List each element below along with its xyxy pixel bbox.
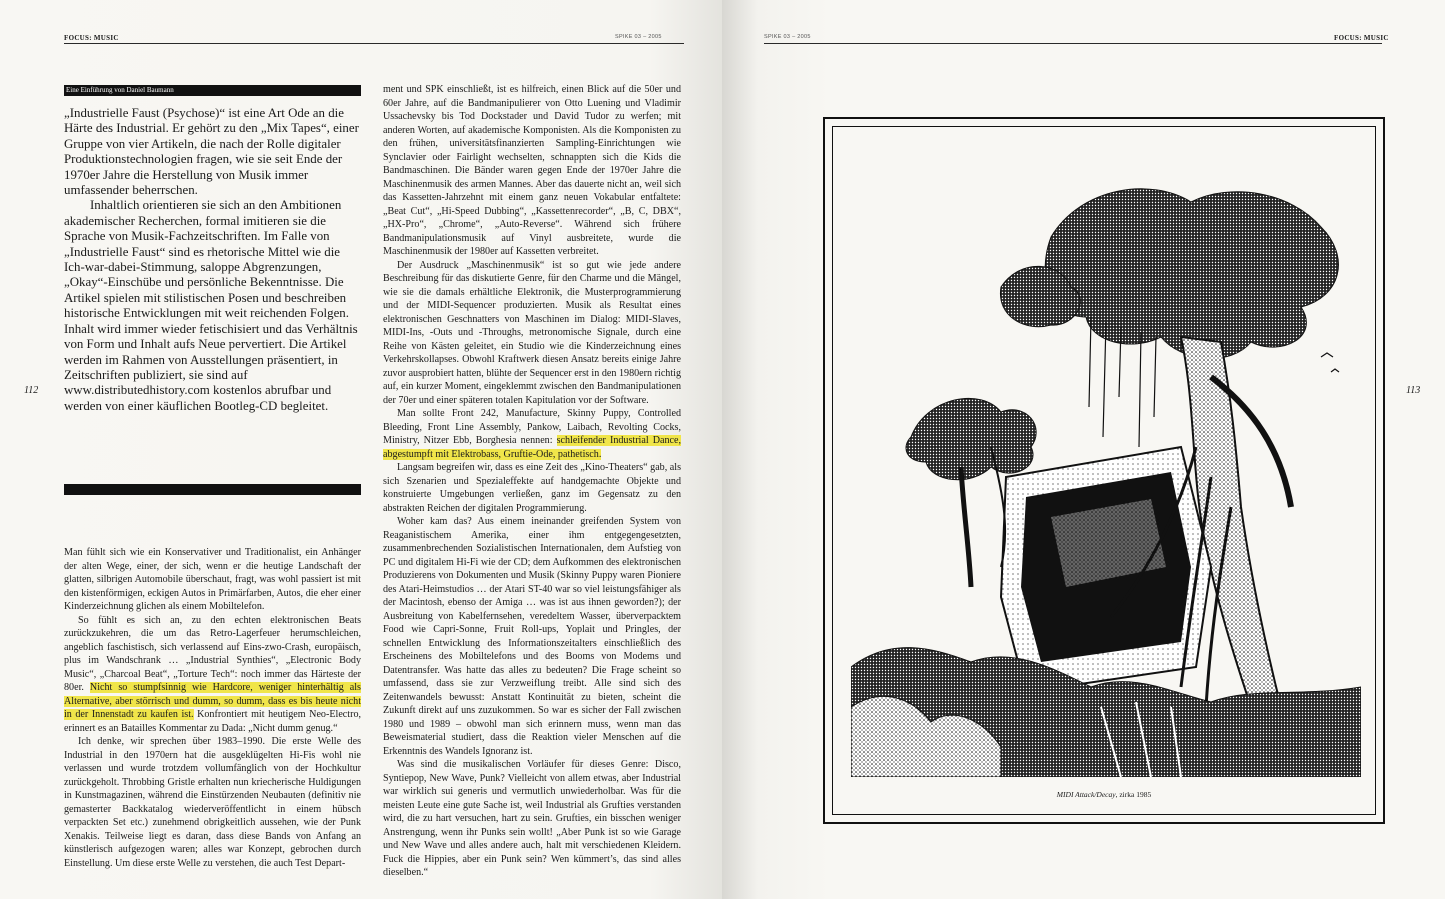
highlighted-text: schleifender Industrial Dance, abgestumpft mit Elektrobass, Gruftie-Ode, pathetisch. bbox=[383, 435, 681, 460]
body-paragraph: Langsam begreifen wir, dass es eine Zeit des „Kino-Theaters“ gab, als sich Szenarien und Spezialeffekte auf handgemachte Objekte und konstruierte Umgebungen verließen, ganz im Gegensatz zu den abstrakten Reichen der digitalen Programmierung. bbox=[383, 462, 681, 514]
page-number: 113 bbox=[1406, 385, 1421, 396]
right-page bbox=[722, 0, 1445, 899]
body-paragraph: Woher kam das? Aus einem ineinander greifenden System von Reaganistischem Amerika, einer ihm entgegengesetzten, zusammenbrechenden Sozialistischen Internationalen, dem Aufstieg von PC und digitalem Hi-Fi wie der CD; dem Aufkommen des elektronischen Produzierens von Dokumenten und Musik (Skinny Puppy waren Pioniere des Atari-Heimstudios … der Atari ST-40 war so viel leistungsfähiger als der Macintosh, ebenso der Amiga … was ist aus ihnen geworden?); der Ausbreitung von Kabelfernsehen, veredeltem Wasser, überverpacktem Food wie Capri-Sonne, Fruit Roll-ups, Yoplait und Pringles, der schnellen Entwicklung des Informationszeitalters einschließlich des Erscheinens des Mobiltelefons und des Booms von Modems und Datentransfer. Was hatte das alles zu bedeuten? Die Frage scheint so umfassend, dass sie zur Verzweiflung treibt. Alle sind sich des Zeitenwandels bewusst: Anstatt Kontinuität zu bieten, scheint die Zukunft direkt auf uns zuzukommen. So war es sicher der Fall zwischen 1980 und 1989 – obwohl man sich erinnern muss, wenn man das Beweismaterial studiert, dass die Reaktion vieler Menschen auf die Erkenntnis des Wandels Ignoranz ist. bbox=[383, 516, 681, 757]
intro-paragraph: „Industrielle Faust (Psychose)“ ist eine Art Ode an die Härte des Industrial. Er gehört zu den „Mix Tapes“, einer Gruppe von vier Artikeln, die nach der Rolle digitaler Produktionstechnologien fragen, wie sie seit Ende der 1970er Jahre die Herstellung von Musik immer umfassender beherrschen. bbox=[64, 106, 359, 198]
intro-byline: Eine Einführung von Daniel Baumann bbox=[64, 85, 361, 96]
section-label: FOCUS: MUSIC bbox=[64, 34, 119, 42]
page-number: 112 bbox=[24, 385, 39, 396]
illustration-frame bbox=[823, 117, 1385, 824]
body-paragraph bbox=[64, 614, 361, 736]
issue-label: SPIKE 03 – 2005 bbox=[764, 34, 811, 40]
illustration-caption bbox=[833, 790, 1375, 799]
body-paragraph: Der Ausdruck „Maschinenmusik“ ist so gut wie jede andere Beschreibung für das diskutierte Genre, für den Charme und die Mängel, wie sie die damals erhältliche Elektronik, die Musterprogrammierung und der MIDI-Sequencer produzierten. Musik als Resultat eines elektronischen Geschnatters von Maschinen im Dialog: MIDI-Slaves, MIDI-Ins, -Outs und -Throughs, metronomische Signale, durch eine Reihe von Kästen geleitet, ein Studio wie die Kinderzeichnung eines Verkehrskollapses. Obwohl Kraftwerk diesen Ansatz bereits einige Jahre zuvor ausprobiert hatten, blühte der Sequencer erst in den 1980ern richtig auf, ein kurzer Moment, eingeklemmt zwischen den Bandmanipulationen der 70er und einer späteren totalen Kapitulation vor der Software. bbox=[383, 259, 681, 406]
body-paragraph bbox=[383, 407, 681, 461]
intro-paragraph: Inhaltlich orientieren sie sich an den Ambitionen akademischer Recherchen, formal imitieren sie die Sprache von Musik-Fachzeitschriften. Im Falle von „Industrielle Faust“ sind es rhetorische Mittel wie die Ich-war-dabei-Stimmung, saloppe Abgrenzungen, „Okay“-Einschübe und persönliche Bekenntnisse. Die Artikel spielen mit stilistischen Posen und beschreiben historische Entwicklungen mit weit reichenden Folgen. Inhalt wird immer wieder fetischisiert und das Verhältnis von Form und Inhalt aufs Neue pervertiert. Die Artikel werden im Rahmen von Ausstellungen präsentiert, in Zeitschriften publiziert, sie sind auf www.distributedhistory.com kostenlos abrufbar und werden von einer käuflichen Bootleg-CD begleitet. bbox=[64, 198, 358, 413]
caption-date: , zirka 1985 bbox=[1115, 790, 1152, 799]
body-column-1 bbox=[64, 546, 361, 870]
computer-overgrown-tree-illustration bbox=[851, 147, 1361, 777]
body-text: Konfrontiert mit heutigem Neo-Electro, erinnert es an Batailles Kommentar zu Dada: „Nicht dumm genug.“ bbox=[64, 709, 362, 734]
body-text: So fühlt es sich an, zu den echten elektronischen Beats zurückzukehren, die um das Retro-Lagerfeuer herumschleichen, angeblich faschistisch, sich verlassend auf Eins-zwo-Crash, europäisch, plus im Wandschrank … „Industrial Synthies“, „Electronic Body Music“, „Charcoal Beat“, „Torture Tech“: noch immer das Härteste der 80er. bbox=[64, 614, 361, 693]
body-column-2 bbox=[383, 83, 681, 880]
body-paragraph: ment und SPK einschließt, ist es hilfreich, einen Blick auf die 50er und 60er Jahre, auf die Bandmanipulierer von Otto Luening und Vladimir Ussachevsky bis Tod Dockstader und David Tudor zu werfen; mit anderen Worten, auf akademische Komponisten. Als die Komponisten zu den frühen, universitätsfinanzierten Sampling-Einrichtungen wie Synclavier oder Fairlight wechselten, schnappten sich die Kids die Bandmaschinen. Die Bänder waren gegen Ende der 1970er Jahre die Maschinenmusik des armen Mannes. Aber das dauerte nicht an, weil sich das Kassetten-Jahrzehnt mit einem ganz neuen Vokabular entfaltete: „Beat Cut“, „Hi-Speed Dubbing“, „Kassettenrecorder“, „B, C, DBX“, „HX-Pro“, „Chrome“, „Auto-Reverse“. Während sich frühere Bandmanipulationsmusik auf Vinyl ausbreitete, wurde die Maschinenmusik der 1980er auf Kassetten verbreitet. bbox=[383, 84, 681, 257]
left-page bbox=[0, 0, 722, 899]
body-text: Man sollte Front 242, Manufacture, Skinny Puppy, Controlled Bleeding, Front Line Assembly, Pankow, Laibach, Revolting Cocks, Ministry, Nitzer Ebb, Borghesia nennen: bbox=[383, 408, 681, 446]
body-paragraph: Ich denke, wir sprechen über 1983–1990. Die erste Welle des Industrial in den 1970ern hat die ausgeklügelten Hi-Fis wohl nie verlassen und wurde trotzdem vollumfänglich von der Hochkultur zurückgeholt. Throbbing Gristle erhalten nun kriecherische Huldigungen in Kunstmagazinen, während die Einstürzenden Neubauten (definitiv nie gemasterter Backkatalog wiederveröffentlicht in einem hübsch verpackten Set etc.) zunehmend obrigkeitlich aussehen, wie der Punk Xenakis. Teilweise liegt es daran, dass diese Bands von Anfang an künstlerisch aufgezogen waren; alles war Konzept, gebrochen durch Einstellung. Um diese erste Welle zu verstehen, die auch Test Depart- bbox=[64, 736, 361, 869]
illustration-inner-border bbox=[832, 126, 1376, 815]
intro-end-bar bbox=[64, 484, 361, 495]
issue-label: SPIKE 03 – 2005 bbox=[615, 34, 662, 40]
section-label: FOCUS: MUSIC bbox=[1334, 34, 1389, 42]
header-rule bbox=[764, 43, 1382, 44]
body-paragraph: Man fühlt sich wie ein Konservativer und Traditionalist, ein Anhänger der alten Wege, einer, der sich, wenn er die heutige Landschaft der glatten, silbrigen Automobile überschaut, fragt, was wohl passiert ist mit den kistenförmigen, eckigen Autos in Primärfarben, Autos, die eher einer Kinderzeichnung glichen als einem Mobiltelefon. bbox=[64, 547, 361, 612]
body-paragraph: Was sind die musikalischen Vorläufer für dieses Genre: Disco, Syntiepop, New Wave, Punk? Vielleicht von allem etwas, aber Industrial war wirklich sui generis und vermutlich unwiederholbar. Was für die meisten Leute eine gute Sache ist, weil Industrial als Grufties verstanden wird, die zu hart versuchen, hart zu sein. Grufties, ein bisschen weniger Anstrengung, wenn ihr Punks sein wollt! „Aber Punk ist so wie Garage und New Wave und alles andere auch, halt mit verschiedenen Kleidern. Fuck die Hippies, aber ein Punk sein? Wen kümmert’s, das sind alles dieselben.“ bbox=[383, 759, 681, 878]
intro-text bbox=[64, 106, 361, 414]
highlighted-text: Nicht so stumpfsinnig wie Hardcore, weniger hinterhältig als Alternative, aber störrisch und dumm, so dumm, dass es bis heute nicht in der Innenstadt zu kaufen ist. bbox=[64, 682, 361, 720]
caption-title: MIDI Attack/Decay bbox=[1056, 790, 1116, 799]
header-rule bbox=[64, 43, 684, 44]
